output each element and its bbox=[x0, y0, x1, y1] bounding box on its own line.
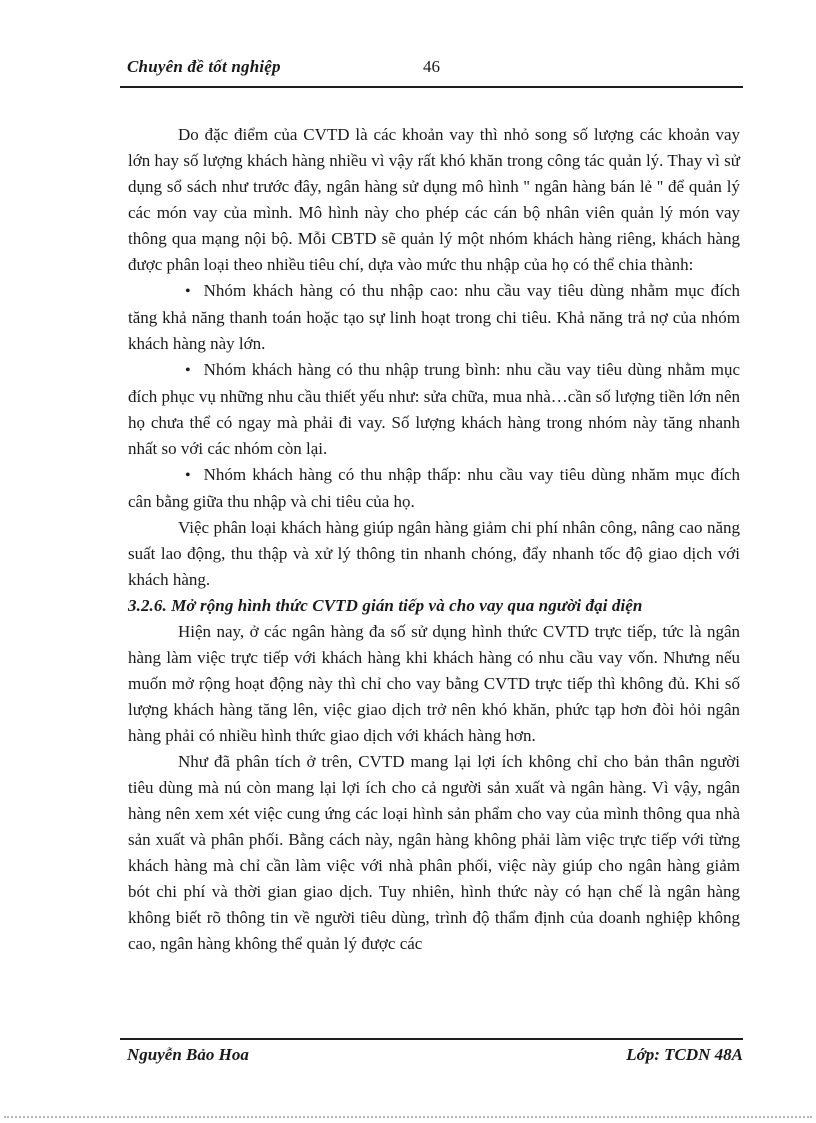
bullet-text: Nhóm khách hàng có thu nhập trung bình: nhu cầu vay tiêu dùng nhằm mục đích phục vụ những nhu cầu thiết yếu như: sửa chữa, mua nhà…cần số lượng tiền lớn nên họ chưa thể có ngay mà phải đi vay. Số lượng khách hàng trong nhóm này tăng nhanh nhất so với các nhóm còn lại. bbox=[128, 360, 740, 458]
bullet-item-high-income bbox=[128, 278, 740, 357]
paragraph-classification: Việc phân loại khách hàng giúp ngân hàng giảm chi phí nhân công, nâng cao năng suất lao động, thu thập và xử lý thông tin nhanh chóng, đẩy nhanh tốc độ giao dịch với khách hàng. bbox=[128, 518, 740, 589]
footer-class: Lớp: TCDN 48A bbox=[626, 1045, 743, 1064]
page-number: 46 bbox=[423, 57, 440, 76]
page-footer bbox=[120, 1038, 743, 1064]
bullet-text: Nhóm khách hàng có thu nhập cao: nhu cầu vay tiêu dùng nhằm mục đích tăng khả năng thanh toán hoặc tạo sự linh hoạt trong chi tiêu. Khả năng trả nợ của nhóm khách hàng này lớn. bbox=[128, 281, 740, 353]
scan-dotted-line bbox=[4, 1116, 812, 1118]
bullet-item-middle-income bbox=[128, 357, 740, 462]
bullet-icon: • bbox=[185, 362, 191, 379]
bullet-icon: • bbox=[185, 283, 191, 300]
footer-author: Nguyễn Bảo Hoa bbox=[127, 1045, 249, 1064]
paragraph-analysis: Như đã phân tích ở trên, CVTD mang lại lợi ích không chỉ cho bản thân người tiêu dùng mà nú còn mang lại lợi ích cho cả người sản xuất và ngân hàng. Vì vậy, ngân hàng nên xem xét việc cung ứng các loại hình sản phẩm cho vay của mình thông qua nhà sản xuất và phân phối. Bằng cách này, ngân hàng không phải làm việc trực tiếp với từng khách hàng mà chỉ cần làm việc với nhà phân phối, việc này giúp cho ngân hàng giảm bót chi phí và thời gian giao dịch. Tuy nhiên, hình thức này có hạn chế là ngân hàng không biết rõ thông tin về người tiêu dùng, trình độ thẩm định của doanh nghiệp không cao, ngân hàng không thể quản lý được các bbox=[128, 752, 740, 953]
document-body bbox=[128, 122, 740, 957]
bullet-item-low-income bbox=[128, 462, 740, 515]
section-heading: 3.2.6. Mở rộng hình thức CVTD gián tiếp và cho vay qua người đại diện bbox=[128, 596, 643, 615]
page-header bbox=[120, 57, 743, 88]
header-title: Chuyên đề tốt nghiệp bbox=[127, 57, 281, 76]
paragraph-intro: Do đặc điểm của CVTD là các khoản vay thì nhỏ song số lượng các khoản vay lớn hay số lượng khách hàng nhiều vì vậy rất khó khăn trong công tác quản lý. Thay vì sử dụng sổ sách như trước đây, ngân hàng sử dụng mô hình '' ngân hàng bán lẻ '' để quản lý các món vay của mình. Mô hình này cho phép các cán bộ nhân viên quản lý món vay thông qua mạng nội bộ. Mỗi CBTD sẽ quản lý một nhóm khách hàng riêng, khách hàng được phân loại theo nhiều tiêu chí, dựa vào mức thu nhập của họ có thể chia thành: bbox=[128, 125, 740, 274]
bullet-icon: • bbox=[185, 467, 191, 484]
paragraph-current-practice: Hiện nay, ở các ngân hàng đa số sử dụng hình thức CVTD trực tiếp, tức là ngân hàng làm việc trực tiếp với khách hàng khi khách hàng có nhu cầu vay vốn. Nhưng nếu muốn mở rộng hoạt động này thì chỉ cho vay bằng CVTD trực tiếp thì không đủ. Khi số lượng khách hàng tăng lên, việc giao dịch trở nên khó khăn, phức tạp hơn đòi hỏi ngân hàng phải có nhiều hình thức giao dịch với khách hàng hơn. bbox=[128, 622, 740, 745]
bullet-text: Nhóm khách hàng có thu nhập thấp: nhu cầu vay tiêu dùng nhăm mục đích cân bằng giữa thu nhập và chi tiêu của họ. bbox=[128, 465, 740, 511]
